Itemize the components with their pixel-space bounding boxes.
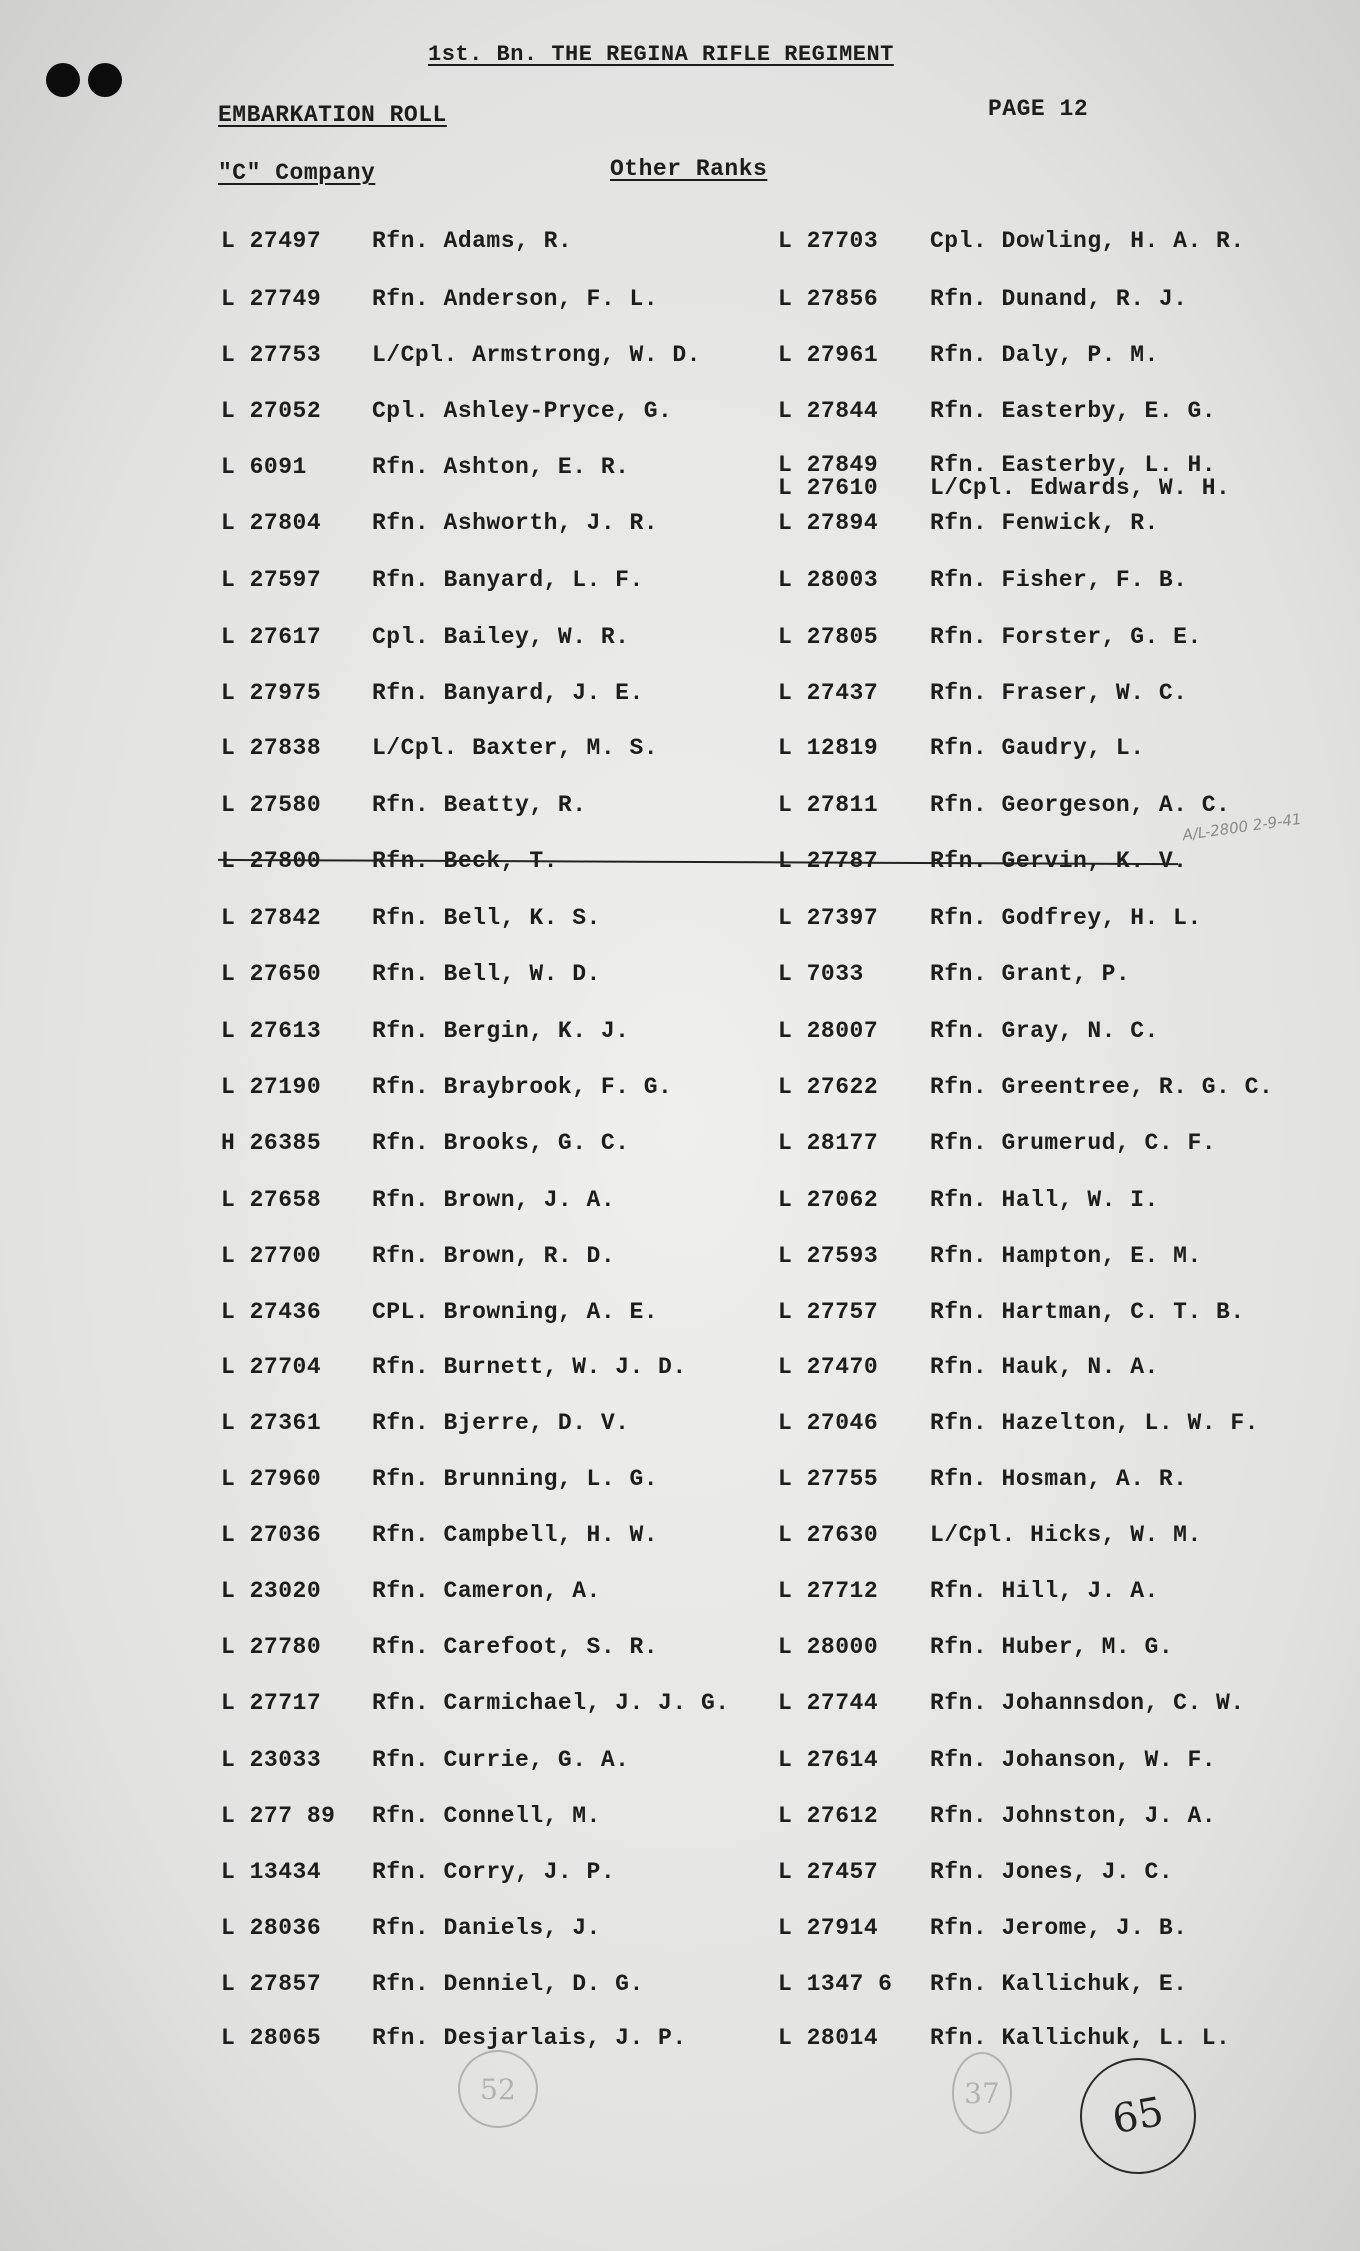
service-number: L 27857 xyxy=(221,1971,322,1997)
service-number: L 1347 6 xyxy=(778,1971,893,1997)
service-number: L 23033 xyxy=(221,1747,322,1773)
rank-and-name: Rfn. Kallichuk, E. xyxy=(930,1971,1188,1997)
faint-circled-number-left: 52 xyxy=(458,2050,538,2128)
service-number: L 27580 xyxy=(221,792,322,818)
rank-and-name: Rfn. Ashworth, J. R. xyxy=(372,510,659,536)
service-number: L 27717 xyxy=(221,1690,322,1716)
service-number: L 27755 xyxy=(778,1466,879,1492)
service-number: L 27800 xyxy=(221,848,322,874)
rank-and-name: Rfn. Forster, G. E. xyxy=(930,624,1202,650)
rank-and-name: Rfn. Johnston, J. A. xyxy=(930,1803,1217,1829)
rank-and-name: L/Cpl. Armstrong, W. D. xyxy=(372,342,701,368)
rank-and-name: Rfn. Jones, J. C. xyxy=(930,1859,1174,1885)
rank-and-name: Rfn. Grumerud, C. F. xyxy=(930,1130,1217,1156)
rank-and-name: Rfn. Hosman, A. R. xyxy=(930,1466,1188,1492)
rank-and-name: Rfn. Fraser, W. C. xyxy=(930,680,1188,706)
rank-and-name: Rfn. Hartman, C. T. B. xyxy=(930,1299,1245,1325)
rank-and-name: Rfn. Brunning, L. G. xyxy=(372,1466,659,1492)
rank-and-name: Rfn. Johannsdon, C. W. xyxy=(930,1690,1245,1716)
service-number: L 27856 xyxy=(778,286,879,312)
rank-and-name: Rfn. Burnett, W. J. D. xyxy=(372,1354,687,1380)
rank-and-name: Rfn. Hill, J. A. xyxy=(930,1578,1159,1604)
service-number: H 26385 xyxy=(221,1130,322,1156)
rank-and-name: CPL. Browning, A. E. xyxy=(372,1299,659,1325)
service-number: L 27630 xyxy=(778,1522,879,1548)
rank-and-name: Rfn. Campbell, H. W. xyxy=(372,1522,659,1548)
service-number: L 27805 xyxy=(778,624,879,650)
service-number: L 27437 xyxy=(778,680,879,706)
service-number: L 277 89 xyxy=(221,1803,336,1829)
punch-hole-left xyxy=(46,63,80,97)
rank-and-name: Rfn. Cameron, A. xyxy=(372,1578,601,1604)
rank-and-name: Rfn. Huber, M. G. xyxy=(930,1634,1174,1660)
pencil-margin-note: A/L-2800 2-9-41 xyxy=(1181,809,1303,845)
rank-and-name: Rfn. Daly, P. M. xyxy=(930,342,1159,368)
rank-and-name: Rfn. Brown, R. D. xyxy=(372,1243,616,1269)
rank-and-name: L/Cpl. Edwards, W. H. xyxy=(930,475,1231,501)
service-number: L 27961 xyxy=(778,342,879,368)
rank-and-name: Rfn. Bergin, K. J. xyxy=(372,1018,630,1044)
service-number: L 27436 xyxy=(221,1299,322,1325)
rank-and-name: Rfn. Anderson, F. L. xyxy=(372,286,659,312)
rank-and-name: Rfn. Corry, J. P. xyxy=(372,1859,616,1885)
service-number: L 28177 xyxy=(778,1130,879,1156)
rank-and-name: L/Cpl. Baxter, M. S. xyxy=(372,735,659,761)
service-number: L 27614 xyxy=(778,1747,879,1773)
rank-and-name: Rfn. Currie, G. A. xyxy=(372,1747,630,1773)
rank-and-name: Rfn. Gervin, K. V. xyxy=(930,848,1188,874)
service-number: L 27597 xyxy=(221,567,322,593)
roll-title: EMBARKATION ROLL xyxy=(218,102,447,128)
service-number: L 27975 xyxy=(221,680,322,706)
rank-and-name: Rfn. Ashton, E. R. xyxy=(372,454,630,480)
punch-hole-right xyxy=(88,63,122,97)
rank-and-name: Cpl. Bailey, W. R. xyxy=(372,624,630,650)
service-number: L 27960 xyxy=(221,1466,322,1492)
faint-circled-number-mid: 37 xyxy=(952,2052,1012,2134)
service-number: L 28014 xyxy=(778,2025,879,2051)
rank-and-name: Rfn. Banyard, J. E. xyxy=(372,680,644,706)
rank-and-name: Rfn. Hauk, N. A. xyxy=(930,1354,1159,1380)
rank-and-name: Rfn. Carmichael, J. J. G. xyxy=(372,1690,730,1716)
service-number: L 27894 xyxy=(778,510,879,536)
rank-and-name: Rfn. Beck, T. xyxy=(372,848,558,874)
service-number: L 27361 xyxy=(221,1410,322,1436)
service-number: L 27703 xyxy=(778,228,879,254)
rank-and-name: Rfn. Grant, P. xyxy=(930,961,1131,987)
rank-and-name: Rfn. Beatty, R. xyxy=(372,792,587,818)
service-number: L 27753 xyxy=(221,342,322,368)
rank-and-name: Rfn. Johanson, W. F. xyxy=(930,1747,1217,1773)
rank-and-name: Rfn. Brooks, G. C. xyxy=(372,1130,630,1156)
rank-and-name: Rfn. Daniels, J. xyxy=(372,1915,601,1941)
rank-and-name: Rfn. Georgeson, A. C. xyxy=(930,792,1231,818)
rank-and-name: Rfn. Banyard, L. F. xyxy=(372,567,644,593)
service-number: L 27838 xyxy=(221,735,322,761)
rank-and-name: Rfn. Bjerre, D. V. xyxy=(372,1410,630,1436)
page-label: PAGE 12 xyxy=(988,96,1089,122)
service-number: L 27749 xyxy=(221,286,322,312)
service-number: L 28000 xyxy=(778,1634,879,1660)
service-number: L 27397 xyxy=(778,905,879,931)
service-number: L 27046 xyxy=(778,1410,879,1436)
service-number: L 27804 xyxy=(221,510,322,536)
rank-and-name: L/Cpl. Hicks, W. M. xyxy=(930,1522,1202,1548)
service-number: L 28003 xyxy=(778,567,879,593)
circled-page-number: 65 xyxy=(1071,2049,1205,2183)
service-number: L 27610 xyxy=(778,475,879,501)
service-number: L 27700 xyxy=(221,1243,322,1269)
rank-and-name: Rfn. Denniel, D. G. xyxy=(372,1971,644,1997)
service-number: L 27712 xyxy=(778,1578,879,1604)
company-heading: "C" Company xyxy=(218,160,376,186)
service-number: L 27787 xyxy=(778,848,879,874)
service-number: L 27658 xyxy=(221,1187,322,1213)
service-number: L 12819 xyxy=(778,735,879,761)
rank-and-name: Rfn. Hampton, E. M. xyxy=(930,1243,1202,1269)
service-number: L 13434 xyxy=(221,1859,322,1885)
rank-and-name: Rfn. Bell, K. S. xyxy=(372,905,601,931)
rank-and-name: Rfn. Fenwick, R. xyxy=(930,510,1159,536)
rank-and-name: Rfn. Adams, R. xyxy=(372,228,573,254)
rank-and-name: Rfn. Desjarlais, J. P. xyxy=(372,2025,687,2051)
rank-and-name: Rfn. Jerome, J. B. xyxy=(930,1915,1188,1941)
service-number: L 27811 xyxy=(778,792,879,818)
rank-and-name: Rfn. Carefoot, S. R. xyxy=(372,1634,659,1660)
service-number: L 27062 xyxy=(778,1187,879,1213)
category-heading: Other Ranks xyxy=(610,156,768,182)
service-number: L 27052 xyxy=(221,398,322,424)
service-number: L 27593 xyxy=(778,1243,879,1269)
rank-and-name: Rfn. Fisher, F. B. xyxy=(930,567,1188,593)
rank-and-name: Rfn. Hazelton, L. W. F. xyxy=(930,1410,1259,1436)
rank-and-name: Cpl. Ashley-Pryce, G. xyxy=(372,398,673,424)
rank-and-name: Rfn. Brown, J. A. xyxy=(372,1187,616,1213)
service-number: L 27704 xyxy=(221,1354,322,1380)
rank-and-name: Rfn. Godfrey, H. L. xyxy=(930,905,1202,931)
service-number: L 28065 xyxy=(221,2025,322,2051)
rank-and-name: Rfn. Greentree, R. G. C. xyxy=(930,1074,1274,1100)
service-number: L 27470 xyxy=(778,1354,879,1380)
rank-and-name: Cpl. Dowling, H. A. R. xyxy=(930,228,1245,254)
service-number: L 27613 xyxy=(221,1018,322,1044)
rank-and-name: Rfn. Easterby, E. G. xyxy=(930,398,1217,424)
rank-and-name: Rfn. Dunand, R. J. xyxy=(930,286,1188,312)
rank-and-name: Rfn. Bell, W. D. xyxy=(372,961,601,987)
service-number: L 27457 xyxy=(778,1859,879,1885)
rank-and-name: Rfn. Connell, M. xyxy=(372,1803,601,1829)
service-number: L 28007 xyxy=(778,1018,879,1044)
regiment-title: 1st. Bn. THE REGINA RIFLE REGIMENT xyxy=(428,42,894,67)
service-number: L 27844 xyxy=(778,398,879,424)
service-number: L 27744 xyxy=(778,1690,879,1716)
service-number: L 23020 xyxy=(221,1578,322,1604)
rank-and-name: Rfn. Easterby, L. H. xyxy=(930,452,1217,478)
service-number: L 27036 xyxy=(221,1522,322,1548)
service-number: L 7033 xyxy=(778,961,864,987)
rank-and-name: Rfn. Braybrook, F. G. xyxy=(372,1074,673,1100)
service-number: L 27650 xyxy=(221,961,322,987)
rank-and-name: Rfn. Kallichuk, L. L. xyxy=(930,2025,1231,2051)
service-number: L 27612 xyxy=(778,1803,879,1829)
rank-and-name: Rfn. Gray, N. C. xyxy=(930,1018,1159,1044)
service-number: L 27497 xyxy=(221,228,322,254)
service-number: L 27757 xyxy=(778,1299,879,1325)
service-number: L 27617 xyxy=(221,624,322,650)
rank-and-name: Rfn. Gaudry, L. xyxy=(930,735,1145,761)
service-number: L 28036 xyxy=(221,1915,322,1941)
service-number: L 6091 xyxy=(221,454,307,480)
service-number: L 27849 xyxy=(778,452,879,478)
service-number: L 27622 xyxy=(778,1074,879,1100)
rank-and-name: Rfn. Hall, W. I. xyxy=(930,1187,1159,1213)
service-number: L 27842 xyxy=(221,905,322,931)
service-number: L 27780 xyxy=(221,1634,322,1660)
service-number: L 27190 xyxy=(221,1074,322,1100)
service-number: L 27914 xyxy=(778,1915,879,1941)
